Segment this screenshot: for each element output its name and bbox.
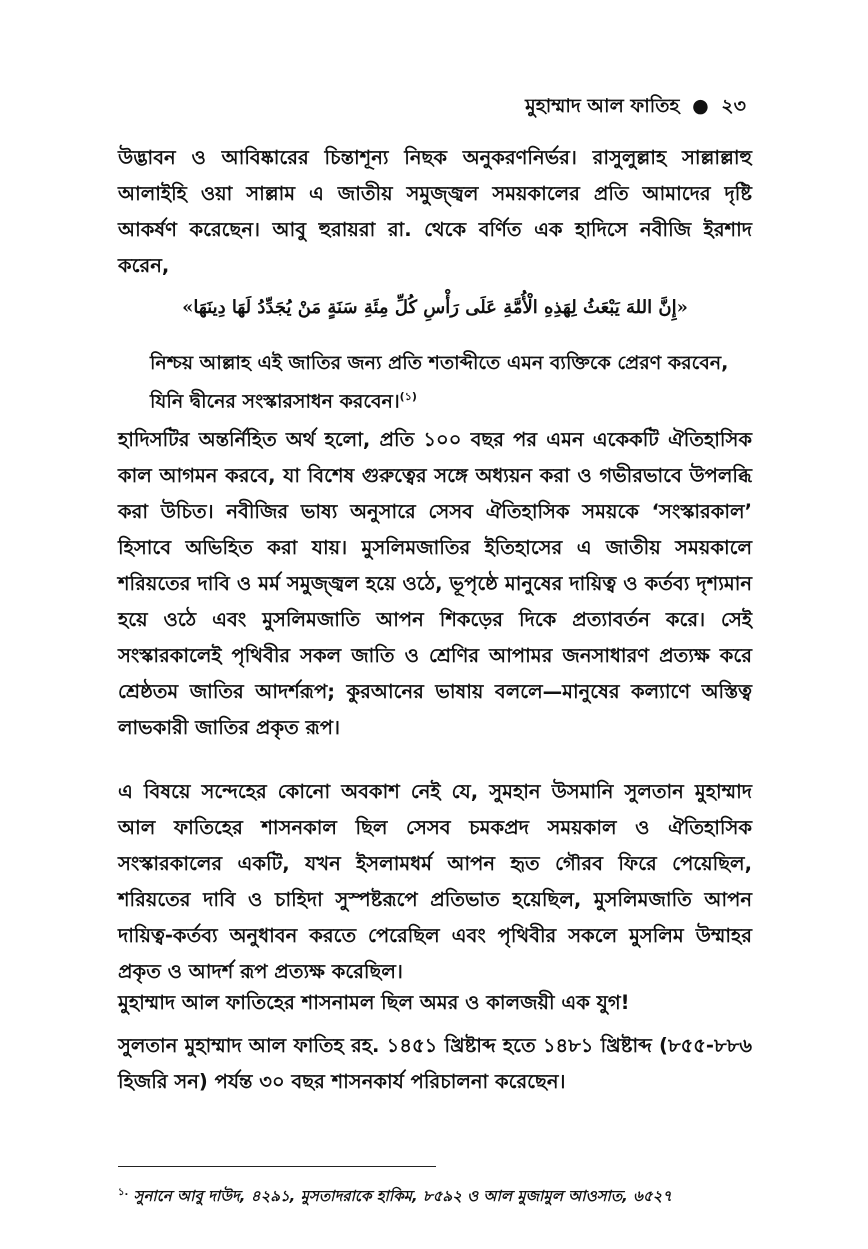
footnote: [118, 1185, 758, 1210]
paragraph-explanation: হাদিসটির অন্তর্নিহিত অর্থ হলো, প্রতি ১০০ বছর পর এমন একেকটি ঐতিহাসিক কাল আগমন করবে, যা বিশেষ গুরুত্বের সঙ্গে অধ্যয়ন করা ও গভীরভাবে উপলব্ধি করা উচিত। নবীজির ভাষ্য অনুসারে সেসব ঐতিহাসিক সময়কে ‘সংস্কারকাল’ হিসাবে অভিহিত করা যায়। মুসলিমজাতির ইতিহাসের এ জাতীয় সময়কালে শরিয়তের দাবি ও মর্ম সমুজ্জ্বল হয়ে ওঠে, ভূপৃষ্ঠে মানুষের দায়িত্ব ও কর্তব্য দৃশ্যমান হয়ে ওঠে এবং মুসলিমজাতি আপন শিকড়ের দিকে প্রত্যাবর্তন করে। সেই সংস্কারকালেই পৃথিবীর সকল জাতি ও শ্রেণির আপামর জনসাধারণ প্রত্যক্ষ করে শ্রেষ্ঠতম জাতির আদর্শরূপ; কুরআনের ভাষায় বললে—মানুষের কল্যাণে অস্তিত্ব লাভকারী জাতির প্রকৃত রূপ।: [118, 428, 752, 739]
footnote-reference[interactable]: (১): [399, 390, 417, 403]
footnote-text: সুনানে আবু দাউদ, ৪২৯১, মুসতাদরাকে হাকিম, ৮৫৯২ ও আল মুজামুল আওসাত, ৬৫২৭: [133, 1187, 673, 1205]
footnote-mark: ১.: [118, 1187, 129, 1198]
hadith-translation: নিশ্চয় আল্লাহ এই জাতির জন্য প্রতি শতাব্দীতে এমন ব্যক্তিকে প্রেরণ করবেন, যিনি দ্বীনের সংস্কারসাধন করবেন।: [150, 352, 729, 413]
footnote-divider: [118, 1166, 436, 1167]
paragraph-fatih-era: এ বিষয়ে সন্দেহের কোনো অবকাশ নেই যে, সুমহান উসমানি সুলতান মুহাম্মাদ আল ফাতিহের শাসনকাল ছিল সেসব চমকপ্রদ সময়কাল ও ঐতিহাসিক সংস্কারকালের একটি, যখন ইসলামধর্ম আপন হৃত গৌরব ফিরে পেয়েছিল, শরিয়তের দাবি ও চাহিদা সুস্পষ্টরূপে প্রতিভাত হয়েছিল, মুসলিমজাতি আপন দায়িত্ব-কর্তব্য অনুধাবন করতে পেরেছিল এবং পৃথিবীর সকলে মুসলিম উম্মাহর প্রকৃত ও আদর্শ রূপ প্রত্যক্ষ করেছিল।: [118, 780, 752, 983]
paragraph-immortal-era: মুহাম্মাদ আল ফাতিহের শাসনামল ছিল অমর ও কালজয়ী এক যুগ!: [118, 991, 630, 1014]
paragraph-reign: সুলতান মুহাম্মাদ আল ফাতিহ রহ. ১৪৫১ খ্রিষ্টাব্দ হতে ১৪৮১ খ্রিষ্টাব্দ (৮৫৫-৮৮৬ হিজরি সন) পর্যন্ত ৩০ বছর শাসনকার্য পরিচালনা করেছেন।: [118, 1034, 752, 1093]
header-title: মুহাম্মাদ আল ফাতিহ: [525, 95, 680, 117]
hadith-arabic: «إِنَّ اللهَ يَبْعَثُ لِهَذِهِ الْأُمَّةِ عَلَى رَأْسِ كُلِّ مِئَةِ سَنَةٍ مَنْ يُجَدِّدُ لَهَا دِينَهَا»: [182, 297, 688, 318]
page-number: ২৩: [721, 95, 746, 117]
running-header: [525, 92, 746, 124]
paragraph-intro: উদ্ভাবন ও আবিষ্কারের চিন্তাশূন্য নিছক অনুকরণনির্ভর। রাসুলুল্লাহ সাল্লাল্লাহু আলাইহি ওয়া সাল্লাম এ জাতীয় সমুজ্জ্বল সময়কালের প্রতি আমাদের দৃষ্টি আকর্ষণ করেছেন। আবু হুরায়রা রা. থেকে বর্ণিত এক হাদিসে নবীজি ইরশাদ করেন,: [118, 146, 752, 277]
hadith-translation-block: [150, 346, 740, 418]
header-bullet: ●: [692, 95, 709, 117]
